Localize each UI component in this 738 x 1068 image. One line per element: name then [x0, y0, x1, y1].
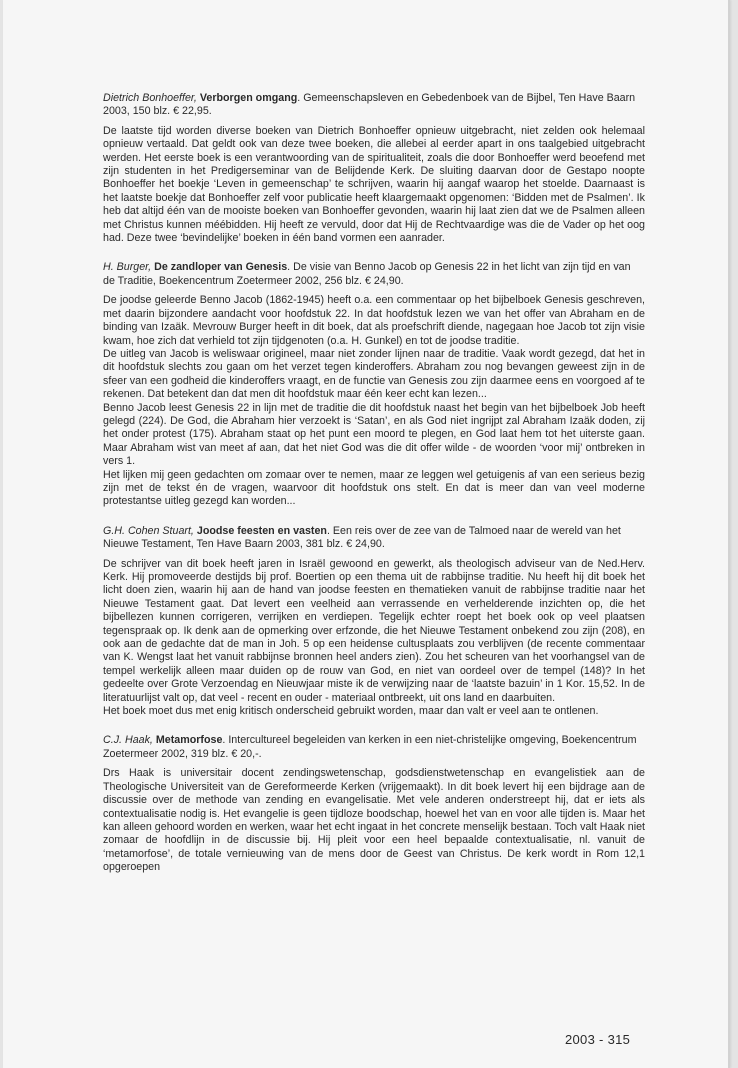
review-details: . Een reis over de zee van de Talmoed naar de wereld van het Nieuwe Testament, Ten Have Baarn 2003, 381 blz. € 24,90.	[103, 524, 621, 551]
review-title: Metamorfose	[155, 734, 223, 747]
review-paragraph: Benno Jacob leest Genesis 22 in lijn met de traditie die dit hoofdstuk naast het begin van het bijbelboek Job heeft gelegd (224). De God, die Abraham hier verzoekt is ‘Satan’, en als God niet ingrijpt zal Abraham Izaäk doden, zij het onder protest (175). Abraham staat op het punt een moord te plegen, en God laat hem tot het uiterste gaan. Maar Abraham wist van meet af aan, dat het niet God was die dit offer wilde - de woorden ‘voor mij’ ontbreken in vers 1.	[103, 401, 645, 468]
review-details: . Intercultureel begeleiden van kerken in een niet-christelijke omgeving, Boekencentrum Zoetermeer 2002, 319 blz. € 20,-.	[103, 734, 637, 760]
review-author: G.H. Cohen Stuart,	[103, 524, 194, 537]
review-burger	[103, 261, 645, 508]
review-details: . Gemeenschapsleven en Gebedenboek van de Bijbel, Ten Have Baarn 2003, 150 blz. € 22,95.	[103, 92, 636, 118]
page	[3, 0, 730, 1068]
review-cohen-stuart	[103, 525, 645, 719]
review-body	[103, 125, 645, 246]
review-reference	[103, 92, 645, 119]
review-reference	[103, 734, 645, 761]
review-paragraph: De schrijver van dit boek heeft jaren in Israël gewoond en gewerkt, als theologisch adviseur van de Ned.Herv. Kerk. Hij promoveerde destijds bij prof. Boertien op een thema uit de rabbijnse traditie. Nu heeft hij dit boek het licht doen zien, waarin hij aan de hand van joodse feesten en thematieken vanuit de rabbijnse traditie naar het Nieuwe Testament gaat. Dat levert een veelheid aan verrassende en verhelderende inzichten op, die het bijbellezen kunnen corrigeren, verrijken en verdiepen. Tegelijk echter roept het boek ook op veel plaatsen tegenspraak op. Ik denk aan de opmerking over erfzonde, die het Nieuwe Testament onbekend zou zijn (208), en ook aan de gedachte dat de man in Joh. 5 op een heidense cultusplaats zou verblijven (de recente commentaar van K. Wengst laat het vanuit rabbijnse bronnen heel anders zien). Zou het scheuren van het voorhangsel van de tempel werkelijk alleen maar duiden op de rouw van God, en niet van oordeel over de tempel (148)? In het gedeelte over Grote Verzoendag en Nieuwjaar miste ik de verwijzing naar de ‘laatste bazuin’ in 1 Kor. 15,52. In de literatuurlijst valt op, dat veel - recent en ouder - materiaal ontbreekt, uit ons land en daarbuiten.	[103, 557, 645, 704]
review-paragraph: De joodse geleerde Benno Jacob (1862-1945) heeft o.a. een commentaar op het bijbelboek Genesis geschreven, met daarin bijzondere aandacht voor hoofdstuk 22. In dat hoofdstuk lezen we van het offer van Abraham en de binding van Izaäk. Mevrouw Burger heeft in dit boek, dat als proefschrift diende, nagegaan hoe Jacob tot zijn visie kwam, hoe zich dat verhield tot zijn tijdgenoten (o.a. H. Gunkel) en tot de joodse traditie.	[103, 294, 645, 347]
review-title: Verborgen omgang	[199, 92, 298, 104]
review-author: H. Burger,	[103, 261, 152, 274]
review-details: . De visie van Benno Jacob op Genesis 22 in het licht van zijn tijd en van de Traditie, Boekencentrum Zoetermeer 2002, 256 blz. € 24,90.	[103, 261, 631, 287]
review-title: Joodse feesten en vasten	[196, 524, 327, 537]
review-author: Dietrich Bonhoeffer,	[103, 92, 197, 104]
page-number: 2003 - 315	[565, 1032, 631, 1047]
review-body	[103, 294, 645, 509]
review-paragraph: Het lijken mij geen gedachten om zomaar over te nemen, maar ze leggen wel getuigenis af van een serieus bezig zijn met de tekst én de vragen, waarvoor dit hoofdstuk ons stelt. En dat is meer dan van veel moderne protestantse uitleg gezegd kan worden...	[103, 468, 645, 508]
review-body	[103, 558, 645, 719]
review-reference	[103, 525, 645, 552]
review-title: De zandloper van Genesis	[154, 261, 288, 274]
review-body	[103, 767, 645, 874]
review-bonhoeffer	[103, 92, 645, 245]
review-paragraph: Het boek moet dus met enig kritisch onderscheid gebruikt worden, maar dan valt er veel aan te ontlenen.	[103, 705, 599, 718]
review-paragraph: Drs Haak is universitair docent zendingswetenschap, godsdienstwetenschap en evangelistiek aan de Theologische Universiteit van de Gereformeerde Kerken (vrijgemaakt). In dit boek levert hij een bijdrage aan de discussie over de methode van zending en evangelisatie. Met vele anderen onderstreept hij, dat er iets als contextualisatie nodig is. Het evangelie is geen tijdloze boodschap, hoewel het van en voor alle tijden is. Maar het kan alleen gehoord worden en werken, waar het echt ingaat in het concrete menselijk bestaan. Toch valt Haak niet zomaar de hoofdlijn in de discussie bij. Hij pleit voor een heel bepaalde contextualisatie, nl. vanuit de ‘metamorfose’, de totale vernieuwing van de mens door de Geest van Christus. De kerk wordt in Rom 12,1 opgeroepen	[103, 767, 645, 874]
review-paragraph: De laatste tijd worden diverse boeken van Dietrich Bonhoeffer opnieuw uitgebracht, niet zelden ook helemaal opnieuw vertaald. Dat geldt ook van deze twee boeken, die allebei al eerder apart in ons taalgebied uitgebracht werden. Het eerste boek is een verantwoording van de spiritualiteit, zoals die door Bonhoeffer werd beoefend met zijn studenten in het Predigerseminar van de Belijdende Kerk. De sluiting daarvan door de Gestapo noopte Bonhoeffer het boekje ‘Leven in gemeenschap’ te schrijven, waarin hij aangaf waarop het stoelde. Daarnaast is het laatste boekje dat Bonhoeffer zelf voor publicatie heeft klaargemaakt opgenomen: ‘Bidden met de Psalmen’. Ik heb dat altijd één van de mooiste boeken van Bonhoeffer gevonden, waarin hij laat zien dat we de Psalmen alleen met Christus kunnen méébidden. Hij heeft ze vervuld, door dat Hij de Rechtvaardige was die de Vader op het oog had. Deze twee ‘bevindelijke’ boeken in één band vormen een aanrader.	[103, 124, 645, 245]
review-paragraph: De uitleg van Jacob is weliswaar origineel, maar niet zonder lijnen naar de traditie. Vaak wordt gezegd, dat het in dit hoofdstuk slechts zou gaan om het verzet tegen kinderoffers. Abraham zou nog bevangen geweest zijn in de sfeer van een godheid die kinderoffers vraagt, en de functie van Genesis zou zijn daarmee eens en voorgoed af te rekenen. Dat betekent dan dat men dit hoofdstuk maar één keer echt kan lezen...	[103, 347, 645, 401]
review-reference	[103, 261, 645, 288]
review-haak	[103, 734, 645, 874]
text-column	[103, 92, 645, 875]
review-author: C.J. Haak,	[103, 734, 153, 747]
